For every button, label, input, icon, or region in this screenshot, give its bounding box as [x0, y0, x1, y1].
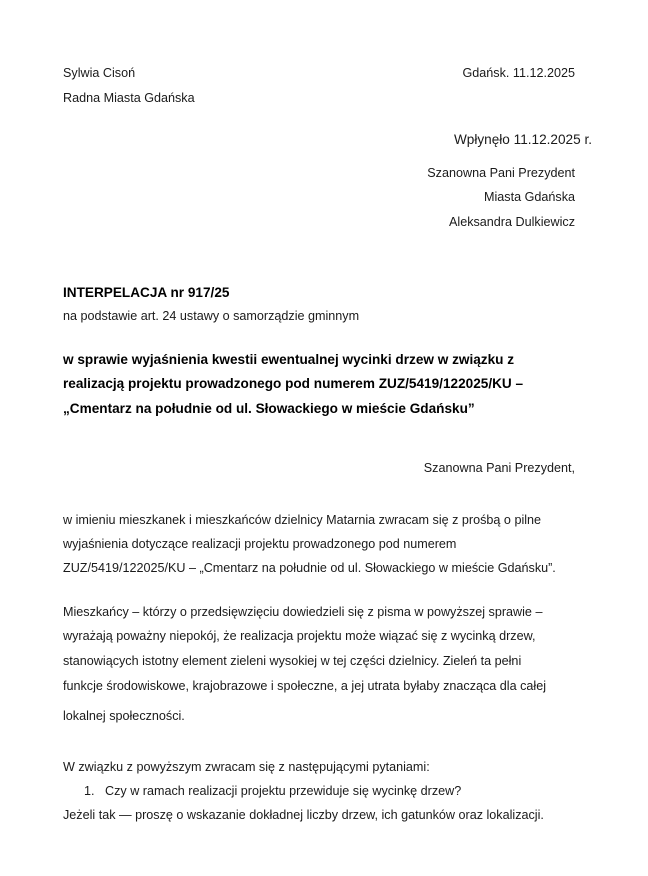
subject-line: „Cmentarz na południe od ul. Słowackiego w mieście Gdańsku” [63, 401, 475, 416]
salutation: Szanowna Pani Prezydent, [423, 461, 575, 475]
place-date: Gdańsk. 11.12.2025 [462, 66, 575, 80]
paragraph-line: stanowiących istotny element zieleni wysokiej w tej części dzielnicy. Zieleń ta pełni [63, 654, 522, 668]
question-text: Czy w ramach realizacji projektu przewiduje się wycinkę drzew? [105, 784, 462, 798]
author-role: Radna Miasta Gdańska [63, 91, 195, 105]
subject-line: realizacją projektu prowadzonego pod numerem ZUZ/5419/122025/KU – [63, 376, 524, 391]
paragraph-line: wyrażają poważny niepokój, że realizacja projektu może wiązać się z wycinką drzew, [63, 629, 536, 643]
paragraph-line: wyjaśnienia dotyczące realizacji projektu prowadzonego pod numerem [63, 537, 457, 551]
document-title: INTERPELACJA nr 917/25 [63, 285, 230, 300]
paragraph-line: Mieszkańcy – którzy o przedsięwzięciu dowiedzieli się z pisma w powyższej sprawie – [63, 605, 543, 619]
author-name: Sylwia Cisoń [63, 66, 136, 80]
subject-line: w sprawie wyjaśnienia kwestii ewentualnej wycinki drzew w związku z [63, 352, 515, 367]
addressee-line: Szanowna Pani Prezydent [427, 166, 575, 180]
legal-basis: na podstawie art. 24 ustawy o samorządzie gminnym [63, 309, 360, 323]
addressee-line: Miasta Gdańska [484, 190, 575, 204]
paragraph-line: w imieniu mieszkanek i mieszkańców dzielnicy Matarnia zwracam się z prośbą o pilne [63, 513, 542, 527]
question-number: 1. [84, 784, 95, 798]
received-stamp: Wpłynęło 11.12.2025 r. [453, 132, 592, 147]
followup-text: Jeżeli tak — proszę o wskazanie dokładnej liczby drzew, ich gatunków oraz lokalizacji. [63, 808, 544, 822]
addressee-line: Aleksandra Dulkiewicz [449, 215, 575, 229]
paragraph-line: ZUZ/5419/122025/KU – „Cmentarz na południe od ul. Słowackiego w mieście Gdańsku”. [63, 561, 556, 575]
questions-intro: W związku z powyższym zwracam się z następującymi pytaniami: [63, 760, 430, 774]
paragraph-line: lokalnej społeczności. [63, 709, 185, 723]
paragraph-line: funkcje środowiskowe, krajobrazowe i społeczne, a jej utrata byłaby znacząca dla całej [63, 679, 547, 693]
